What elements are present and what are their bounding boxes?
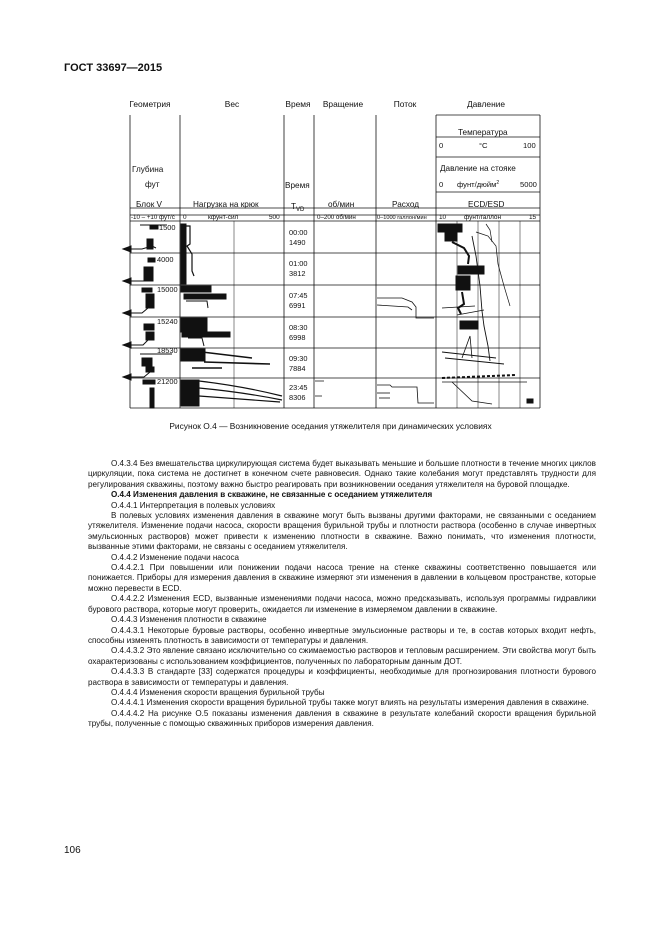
hook-load-traces xyxy=(181,224,282,406)
block-label: Блок V xyxy=(136,200,163,209)
time-row-2-time: 01:00 xyxy=(289,259,308,268)
section-heading: О.4.4 Изменения давления в скважине, не связанные с оседанием утяжелителя xyxy=(111,490,433,500)
paragraph: О.4.4.1 Интерпретация в полевых условиях xyxy=(111,500,276,510)
depth-value-2: 4000 xyxy=(157,255,174,264)
paragraph: О.4.3.4 Без вмешательства циркулирующая система будет выказывать меньшие и большие плотности в течение многих циклов циркуляции, пока система не достигнет в конечном счете равновесия. Однако такие колебания могут представлять трудности для регулирования скважины, поэтому важно быстро реагировать при возникновении оседания утяжелителя на буровой площадке. xyxy=(88,459,596,489)
paragraph: О.4.4.4.2 На рисунке О.5 показаны изменения давления в скважине в результате колебаний скорости вращения бурильной трубы, полученные с помощью скважинных приборов измерения давления. xyxy=(88,708,596,729)
tvd-label: $T_{VD}$ xyxy=(291,202,305,213)
paragraph: О.4.4.3.2 Это явление связано исключительно со сжимаемостью растворов и тепловым расширением. Эти свойства могут быть охарактеризованы с использованием коэффициентов, полученных по лабораторным данным ДОТ. xyxy=(88,646,596,666)
body-text xyxy=(88,459,596,730)
depth-value-6: 21200 xyxy=(157,377,178,386)
depth-value-4: 15240 xyxy=(157,317,178,326)
standpipe-label: Давление на стояке xyxy=(440,164,516,173)
figure-drilling-log xyxy=(112,96,552,414)
paragraph: О.4.4.4 Изменения скорости вращения бурильной трубы xyxy=(111,687,325,697)
paragraph: О.4.4.2.2 Изменения ECD, вызванные изменениями подачи насоса, можно предсказывать, используя программы гидравлики бурового раствора, которые могут проверить, ожидается ли изменение в измеряемом давлении в скважине. xyxy=(88,594,596,614)
time-row-2-tvd: 3812 xyxy=(289,269,306,278)
flow-traces xyxy=(377,298,434,403)
temp-unit: °С xyxy=(479,141,488,150)
paragraph: О.4.4.3.1 Некоторые буровые растворы, особенно инвертные эмульсионные растворы и те, в состав которых входит нефть, способны изменять плотность в зависимости от температуры и давления. xyxy=(88,625,596,645)
flow-scale: 0–1000 галлон/мин xyxy=(377,215,427,221)
sp-max: 5000 xyxy=(520,180,537,189)
time-row-1-time: 00:00 xyxy=(289,228,308,237)
col-header-rotation: Вращение xyxy=(322,99,364,109)
ecd-min: 10 xyxy=(439,214,447,221)
paragraph: О.4.4.3.3 В стандарте [33] содержатся процедуры и коэффициенты, необходимые для прогнозирования плотности бурового раствора в зависимости от температуры и давления. xyxy=(88,667,596,687)
col-header-geometry: Геометрия xyxy=(129,99,171,109)
sp-min: 0 xyxy=(439,180,444,189)
paragraph: О.4.4.2.1 При повышении или понижении подачи насоса трение на стенке скважины соответственно повышается или понижается. Приборы для измерения давления в скважине измеряют эти изменения в давлении в кольцевом пространстве, которые можно перевести в ECD. xyxy=(88,563,596,593)
time-row-3-tvd: 6991 xyxy=(289,301,306,310)
temp-max: 100 xyxy=(523,141,536,150)
paragraph: В полевых условиях изменения давления в скважине могут быть вызваны другими факторами, не связанными с оседанием утяжелителя. Изменение подачи насоса, скорости вращения бурильной трубы и плотности раствора (особенно в случае инвертных эмульсионных растворов) может привести к изменению плотности в скважине. Важно понимать, что изменения плотности, вызванные этими факторами, не связаны с оседанием утяжелителя. xyxy=(88,511,596,552)
paragraph: О.4.4.4.1 Изменения скорости вращения бурильной трубы также могут влиять на результаты измерения давления в скважине. xyxy=(111,698,589,708)
ecd-max: 15 xyxy=(529,214,537,221)
ecd-esd-traces xyxy=(438,224,533,404)
temperature-label: Температура xyxy=(458,128,508,137)
time-row-4-time: 08:30 xyxy=(289,323,308,332)
time-row-3-time: 07:45 xyxy=(289,291,308,300)
temp-min: 0 xyxy=(439,141,444,150)
paragraph: О.4.4.3 Изменения плотности в скважине xyxy=(111,615,267,625)
geometry-scale: -10 – +10 фут/с xyxy=(131,214,175,221)
time-row-5-time: 09:30 xyxy=(289,354,308,363)
time-row-6-time: 23:45 xyxy=(289,383,308,392)
time-row-4-tvd: 6998 xyxy=(289,333,306,342)
depth-value-1: 1500 xyxy=(159,223,176,232)
rotation-traces xyxy=(315,381,324,396)
figure-caption: Рисунок О.4 — Возникновение оседания утяжелителя при динамических условиях xyxy=(169,421,492,431)
col-header-pressure: Давление xyxy=(466,99,506,109)
time-row-5-tvd: 7884 xyxy=(289,364,306,373)
sp-unit: фунт/дюйм$^2$ xyxy=(457,180,500,189)
depth-value-3: 15000 xyxy=(157,285,178,294)
weight-scale-min: 0 xyxy=(183,214,187,221)
pressure-vertical-grid xyxy=(234,221,520,408)
ecd-label: ECD/ESD xyxy=(468,200,505,209)
depth-label: Глубина xyxy=(132,165,164,174)
time-row-6-tvd: 8306 xyxy=(289,393,306,402)
rotation-scale: 0–200 об/мин xyxy=(317,214,356,221)
col-header-time: Время xyxy=(285,99,311,109)
time-row-1-tvd: 1490 xyxy=(289,238,306,247)
ecd-unit: фунт/галлон xyxy=(464,214,501,221)
col-header-weight: Вес xyxy=(224,99,240,109)
depth-unit: фут xyxy=(145,180,160,189)
paragraph: О.4.4.2 Изменение подачи насоса xyxy=(111,552,239,562)
hook-load-label: Нагрузка на крюк xyxy=(193,200,259,209)
time-label: Время xyxy=(285,181,310,190)
page-number: 106 xyxy=(64,845,81,856)
col-header-flow: Поток xyxy=(393,99,417,109)
depth-value-5: 18530 xyxy=(157,346,178,355)
weight-scale-max: 500 xyxy=(269,214,280,221)
flow-label: Расход xyxy=(392,200,419,209)
rotation-unit: об/мин xyxy=(328,200,355,209)
weight-scale-unit: кфунт-сил xyxy=(208,214,239,221)
standard-number: ГОСТ 33697—2015 xyxy=(64,62,163,74)
